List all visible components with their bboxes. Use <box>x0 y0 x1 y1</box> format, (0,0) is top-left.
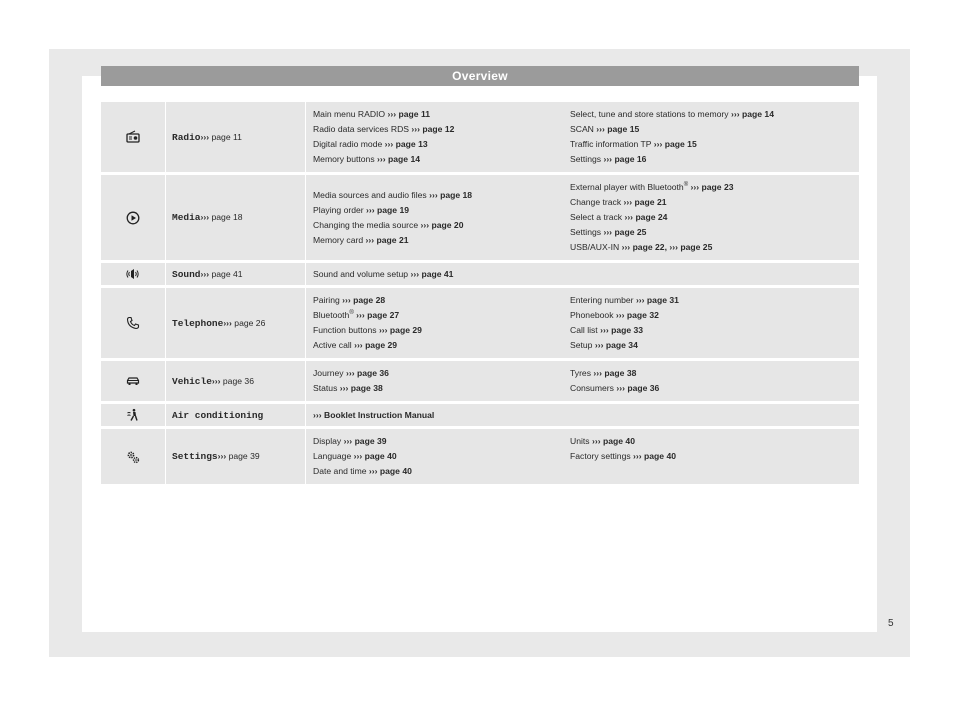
row-page-link[interactable]: page 18 <box>211 212 243 222</box>
row-name-cell <box>166 429 306 484</box>
table-row-radio <box>101 102 859 172</box>
row-page-link[interactable]: page 11 <box>211 131 242 142</box>
sound-icon-cell <box>101 263 166 285</box>
table-row-telephone <box>101 288 859 358</box>
list-item: SCAN ››› page 15 <box>570 124 640 134</box>
row-name: Vehicle <box>172 375 212 387</box>
list-item: USB/AUX-IN ››› page 22, ››› page 25 <box>570 242 713 252</box>
row-page-link[interactable]: page 36 <box>222 375 254 386</box>
list-item: Factory settings ››› page 40 <box>570 451 677 461</box>
page-number: 5 <box>888 618 894 629</box>
radio-icon-cell <box>101 102 166 172</box>
row-name: Radio <box>172 131 201 143</box>
column-2-cell <box>563 102 859 172</box>
telephone-icon <box>126 316 140 330</box>
arrow-symbol: ››› <box>211 375 221 386</box>
row-page-link[interactable]: page 39 <box>228 451 260 461</box>
list-item: Function buttons ››› page 29 <box>313 325 422 335</box>
settings-icon <box>126 450 140 464</box>
list-item: Units ››› page 40 <box>570 436 635 446</box>
row-name-cell <box>166 288 306 358</box>
list-item: Status ››› page 38 <box>313 383 383 393</box>
play-icon <box>126 211 140 225</box>
list-item: Sound and volume setup ››› page 41 <box>313 268 454 279</box>
media-icon-cell <box>101 175 166 260</box>
row-name: Telephone <box>172 317 224 329</box>
list-item: Main menu RADIO ››› page 11 <box>313 109 431 119</box>
air-conditioning-icon-cell <box>101 404 166 426</box>
list-item: Call list ››› page 33 <box>570 325 644 335</box>
list-item: External player with Bluetooth® ››› page 23 <box>570 182 734 192</box>
overview-table <box>101 99 859 487</box>
row-name: Media <box>172 212 201 223</box>
list-item: Radio data services RDS ››› page 12 <box>313 124 455 134</box>
column-2-cell <box>563 361 859 401</box>
table-row-media <box>101 175 859 260</box>
arrow-symbol: ››› <box>200 268 210 279</box>
column-2-cell <box>563 263 859 285</box>
column-1-cell <box>306 102 563 172</box>
vehicle-icon-cell <box>101 361 166 401</box>
column-1-cell <box>306 263 563 285</box>
registered-symbol: ® <box>683 182 689 189</box>
row-name: Sound <box>172 268 201 280</box>
column-2-cell <box>563 429 859 484</box>
arrow-symbol: ››› <box>217 451 227 461</box>
list-item: Date and time ››› page 40 <box>313 466 412 476</box>
list-item: Memory buttons ››› page 14 <box>313 154 421 164</box>
row-page-link[interactable]: page 41 <box>211 268 243 279</box>
booklet-link[interactable]: ››› Booklet Instruction Manual <box>313 409 435 420</box>
sound-icon <box>126 267 140 281</box>
list-item: Display ››› page 39 <box>313 436 387 446</box>
list-item: Entering number ››› page 31 <box>570 295 679 305</box>
settings-icon-cell <box>101 429 166 484</box>
arrow-symbol: ››› <box>223 317 232 328</box>
row-name-cell <box>166 263 306 285</box>
table-row-vehicle <box>101 361 859 401</box>
row-name: Air conditioning <box>172 409 264 421</box>
air-conditioning-icon <box>126 408 140 422</box>
list-item: Phonebook ››› page 32 <box>570 310 659 320</box>
row-name-cell <box>166 102 306 172</box>
row-name-cell <box>166 361 306 401</box>
column-1-cell <box>306 288 563 358</box>
column-2-cell <box>563 404 859 426</box>
row-page-link[interactable]: page 26 <box>234 317 266 328</box>
table-row-air-conditioning <box>101 404 859 426</box>
page-title: Overview <box>101 66 859 86</box>
column-1-cell <box>306 361 563 401</box>
column-1-cell <box>306 429 563 484</box>
telephone-icon-cell <box>101 288 166 358</box>
list-item: Journey ››› page 36 <box>313 368 389 378</box>
arrow-symbol: ››› <box>200 212 210 222</box>
list-item: Language ››› page 40 <box>313 451 397 461</box>
list-item: Media sources and audio files ››› page 18 <box>313 189 473 200</box>
list-item: Digital radio mode ››› page 13 <box>313 139 428 149</box>
column-1-cell <box>306 175 563 260</box>
list-item: Tyres ››› page 38 <box>570 368 637 378</box>
row-name-cell <box>166 175 306 260</box>
list-item: Consumers ››› page 36 <box>570 383 660 393</box>
row-name: Settings <box>172 451 218 462</box>
list-item: Changing the media source ››› page 20 <box>313 219 464 230</box>
list-item: Playing order ››› page 19 <box>313 204 410 215</box>
list-item: Select a track ››› page 24 <box>570 212 668 222</box>
registered-symbol: ® <box>349 310 354 317</box>
row-name-cell <box>166 404 306 426</box>
column-1-cell <box>306 404 563 426</box>
list-item: Traffic information TP ››› page 15 <box>570 139 697 149</box>
vehicle-icon <box>126 374 140 388</box>
column-2-cell <box>563 288 859 358</box>
list-item: Setup ››› page 34 <box>570 340 638 350</box>
list-item: Bluetooth® ››› page 27 <box>313 310 400 320</box>
list-item: Select, tune and store stations to memory ››› page 14 <box>570 109 774 119</box>
radio-icon <box>126 130 140 144</box>
list-item: Pairing ››› page 28 <box>313 295 386 305</box>
arrow-symbol: ››› <box>200 131 210 142</box>
list-item: Memory card ››› page 21 <box>313 234 409 245</box>
table-row-settings <box>101 429 859 484</box>
column-2-cell <box>563 175 859 260</box>
list-item: Change track ››› page 21 <box>570 197 667 207</box>
list-item: Active call ››› page 29 <box>313 340 398 350</box>
table-row-sound <box>101 263 859 285</box>
list-item: Settings ››› page 16 <box>570 154 647 164</box>
list-item: Settings ››› page 25 <box>570 227 647 237</box>
